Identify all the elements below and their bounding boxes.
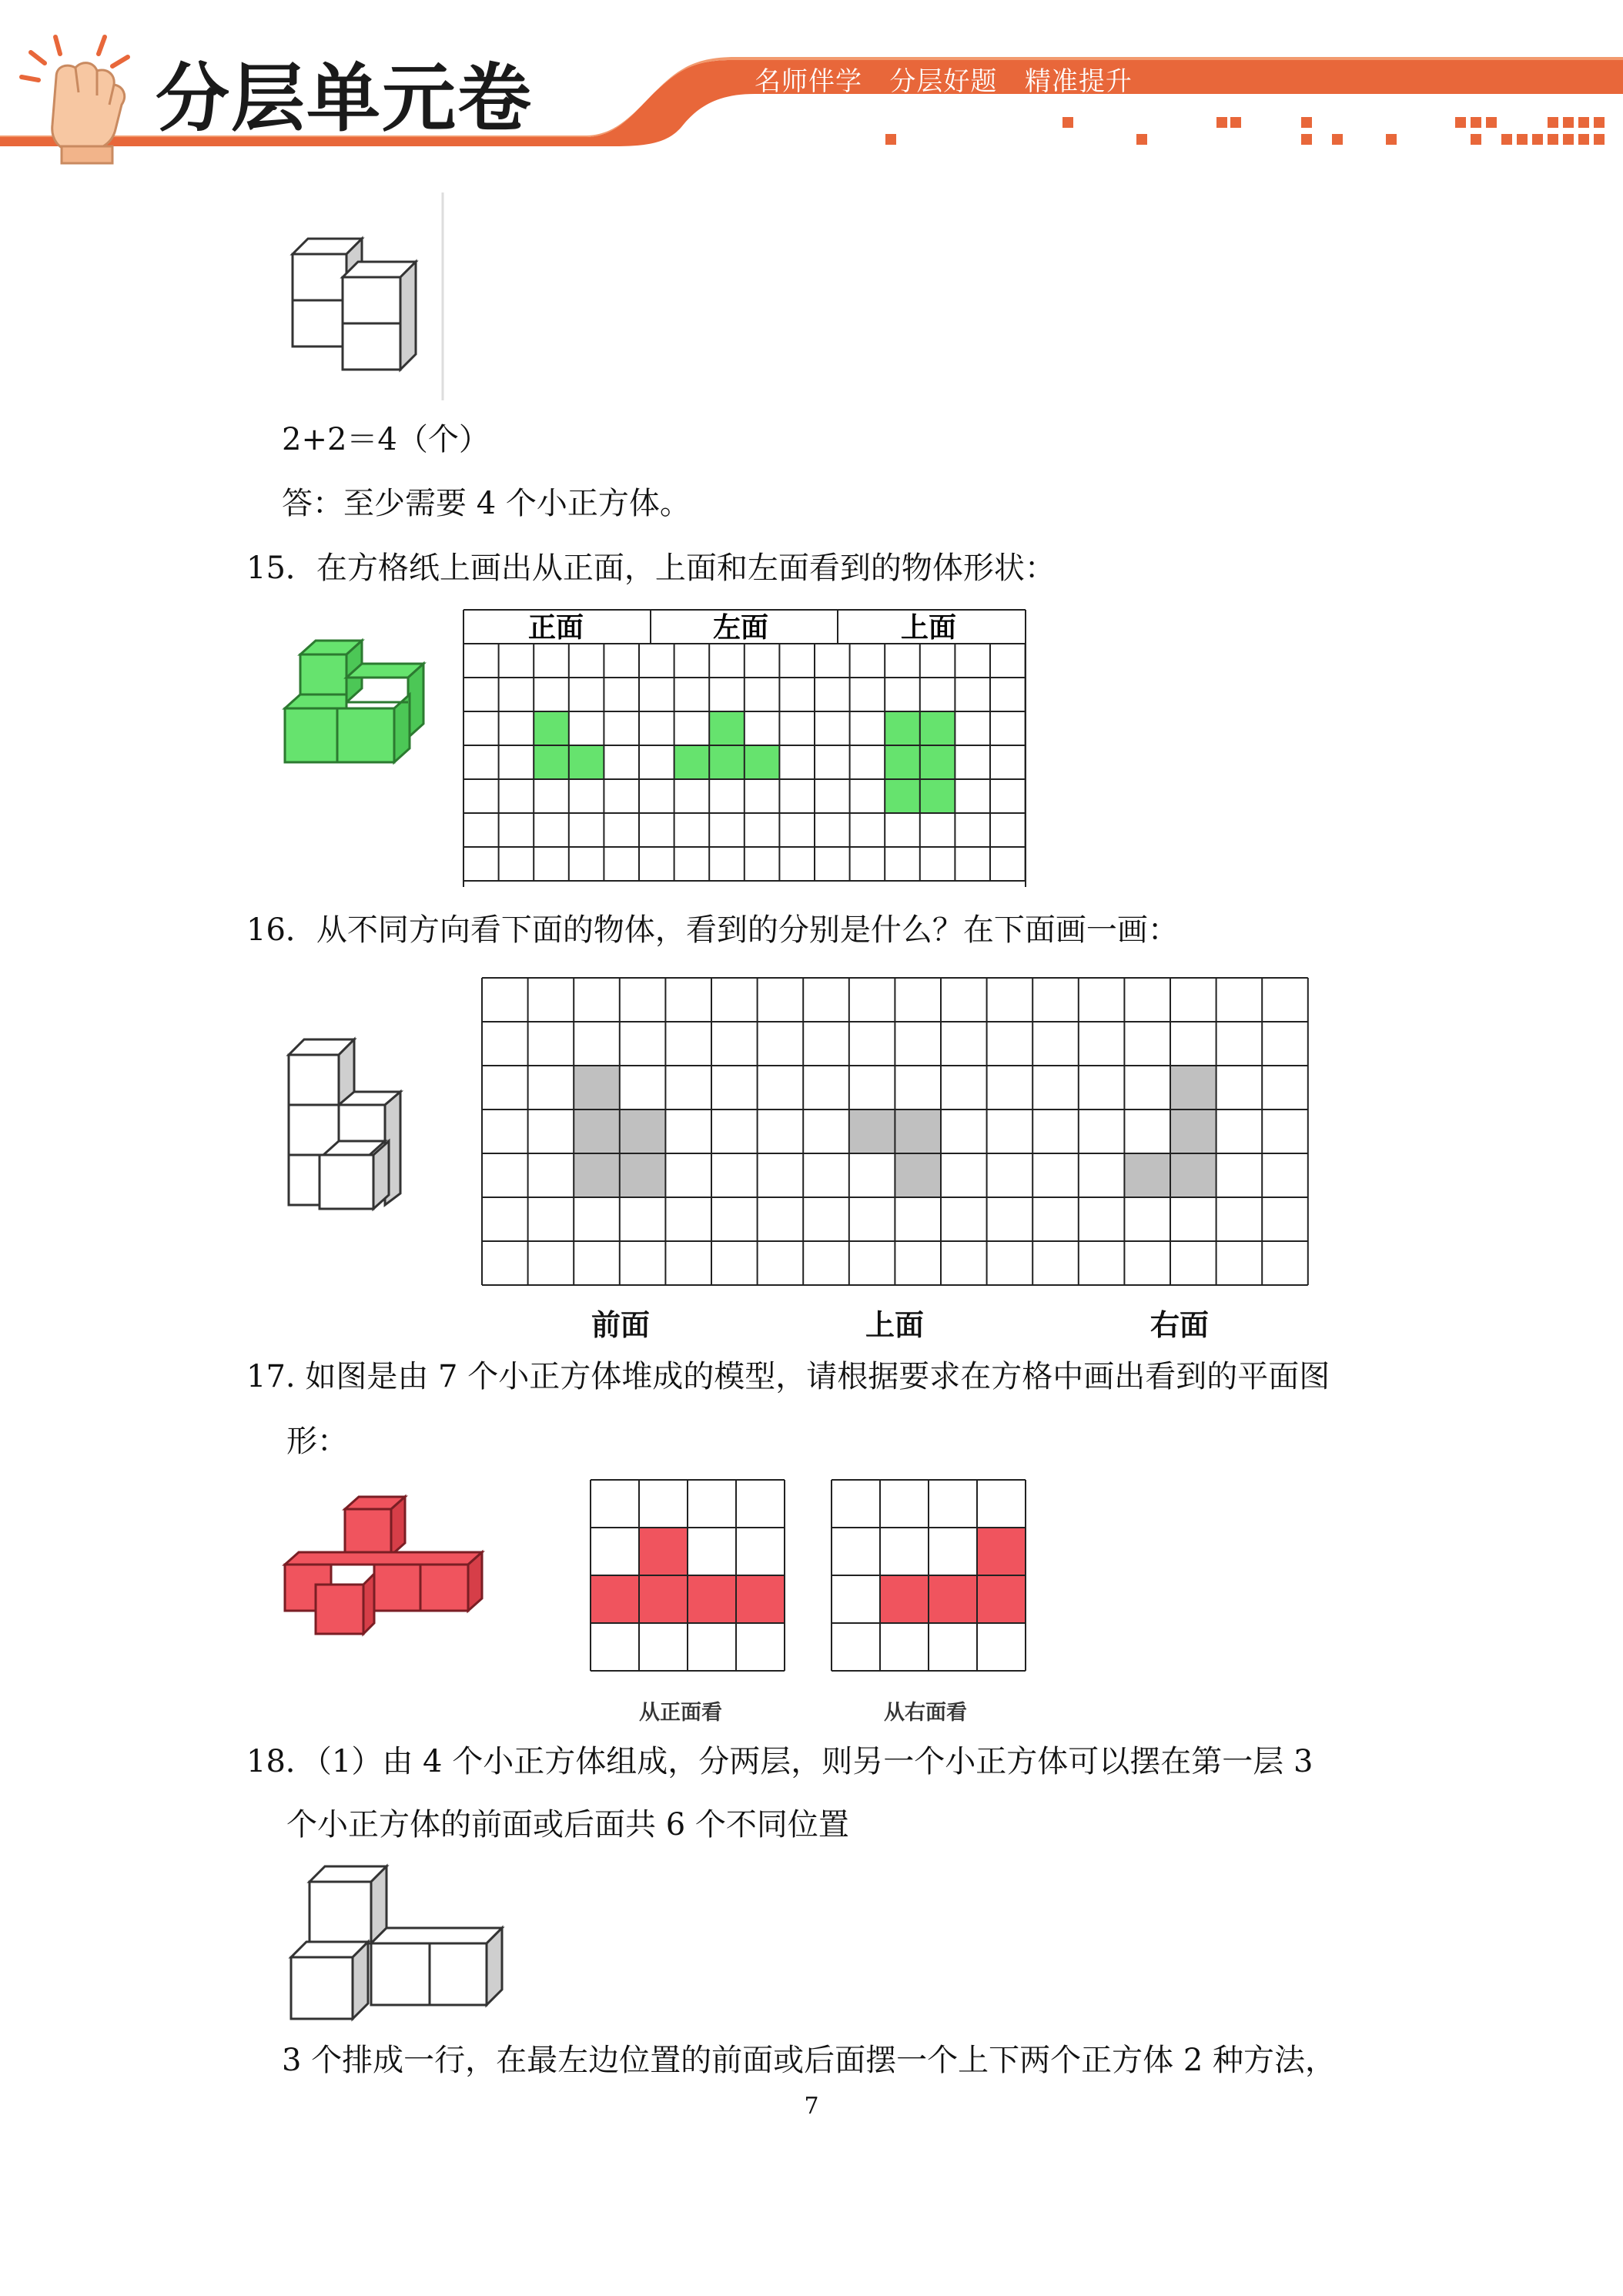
question-18-text-line2: 个小正方体的前面或后面共 6 个不同位置 [286,1807,849,1842]
q15-left-view-cell [709,711,745,745]
q15-front-view-cell [534,711,569,745]
q15-top-view-cell [885,745,920,779]
q15-top-view-cell [885,779,920,813]
header-slogan: 名师伴学 分层好题 精准提升 [755,66,1133,97]
q17-front-view-cell [639,1575,688,1623]
four-cube-figure [282,1856,513,2025]
white-cube-figure [277,1024,416,1232]
q15-label-top: 上面 [900,612,957,644]
q17-right-view-cell [977,1575,1026,1623]
green-cube-figure [277,631,447,785]
q16-grid [480,976,1312,1289]
question-17-text-line1: 17. 如图是由 7 个小正方体堆成的模型，请根据要求在方格中画出看到的平面图 [246,1359,1330,1394]
q16-label-top: 上面 [865,1308,925,1342]
q16-label-front: 前面 [591,1308,651,1342]
q15-label-front: 正面 [527,612,584,644]
page-number: 7 [804,2093,819,2120]
q15-top-view-cell [920,711,955,745]
calc-line: 2+2＝4（个） [282,422,490,457]
q16-top-view-cell [895,1153,941,1197]
q17-right-view-cell [929,1575,977,1623]
q16-front-view-cell [574,1110,620,1153]
answer-line: 答：至少需要 4 个小正方体。 [282,486,691,521]
q15-left-view-cell [674,745,710,779]
decorative-squares [885,117,1605,145]
q17-right-view-cell [977,1528,1026,1575]
q16-top-view-cell [849,1110,895,1153]
q15-left-view-cell [709,745,745,779]
q17-front-view-cell [639,1528,688,1575]
red-cube-figure [277,1494,485,1648]
q15-front-view-cell [569,745,604,779]
q16-top-view-cell [895,1110,941,1153]
question-17-text-line2: 形： [286,1424,348,1459]
q15-top-view-cell [920,779,955,813]
question-16-text: 16．从不同方向看下面的物体，看到的分别是什么？在下面画一画： [246,912,1179,948]
q15-top-view-cell [885,711,920,745]
q15-label-left: 左面 [712,612,769,644]
q16-front-view-cell [620,1153,666,1197]
cube-figure-top [285,192,454,408]
q17-front-view-cell [736,1575,785,1623]
q16-right-view-cell [1124,1153,1170,1197]
question-18-text-line3: 3 个排成一行，在最左边位置的前面或后面摆一个上下两个正方体 2 种方法， [282,2043,1337,2078]
q17-front-view-cell [591,1575,639,1623]
q17-label-front: 从正面看 [639,1701,722,1725]
q16-right-view-cell [1170,1153,1216,1197]
q17-right-view-cell [880,1575,929,1623]
q16-front-view-cell [574,1153,620,1197]
q15-left-view-cell [745,745,780,779]
q16-right-view-cell [1170,1110,1216,1153]
question-15-text: 15．在方格纸上画出从正面，上面和左面看到的物体形状： [246,551,1056,586]
q15-front-view-cell [534,745,569,779]
question-18-text-line1: 18．（1）由 4 个小正方体组成，分两层，则另一个小正方体可以摆在第一层 3 [246,1744,1313,1779]
q17-grid-front [589,1478,786,1675]
q15-grid [462,608,1027,887]
q17-front-view-cell [688,1575,736,1623]
q17-label-right: 从右面看 [884,1701,967,1725]
q15-top-view-cell [920,745,955,779]
q16-front-view-cell [620,1110,666,1153]
q16-right-view-cell [1170,1066,1216,1110]
header-title: 分层单元卷 [156,55,533,142]
q16-label-right: 右面 [1150,1308,1210,1342]
fist-icon [14,31,145,166]
q17-grid-right [830,1478,1027,1675]
q16-front-view-cell [574,1066,620,1110]
